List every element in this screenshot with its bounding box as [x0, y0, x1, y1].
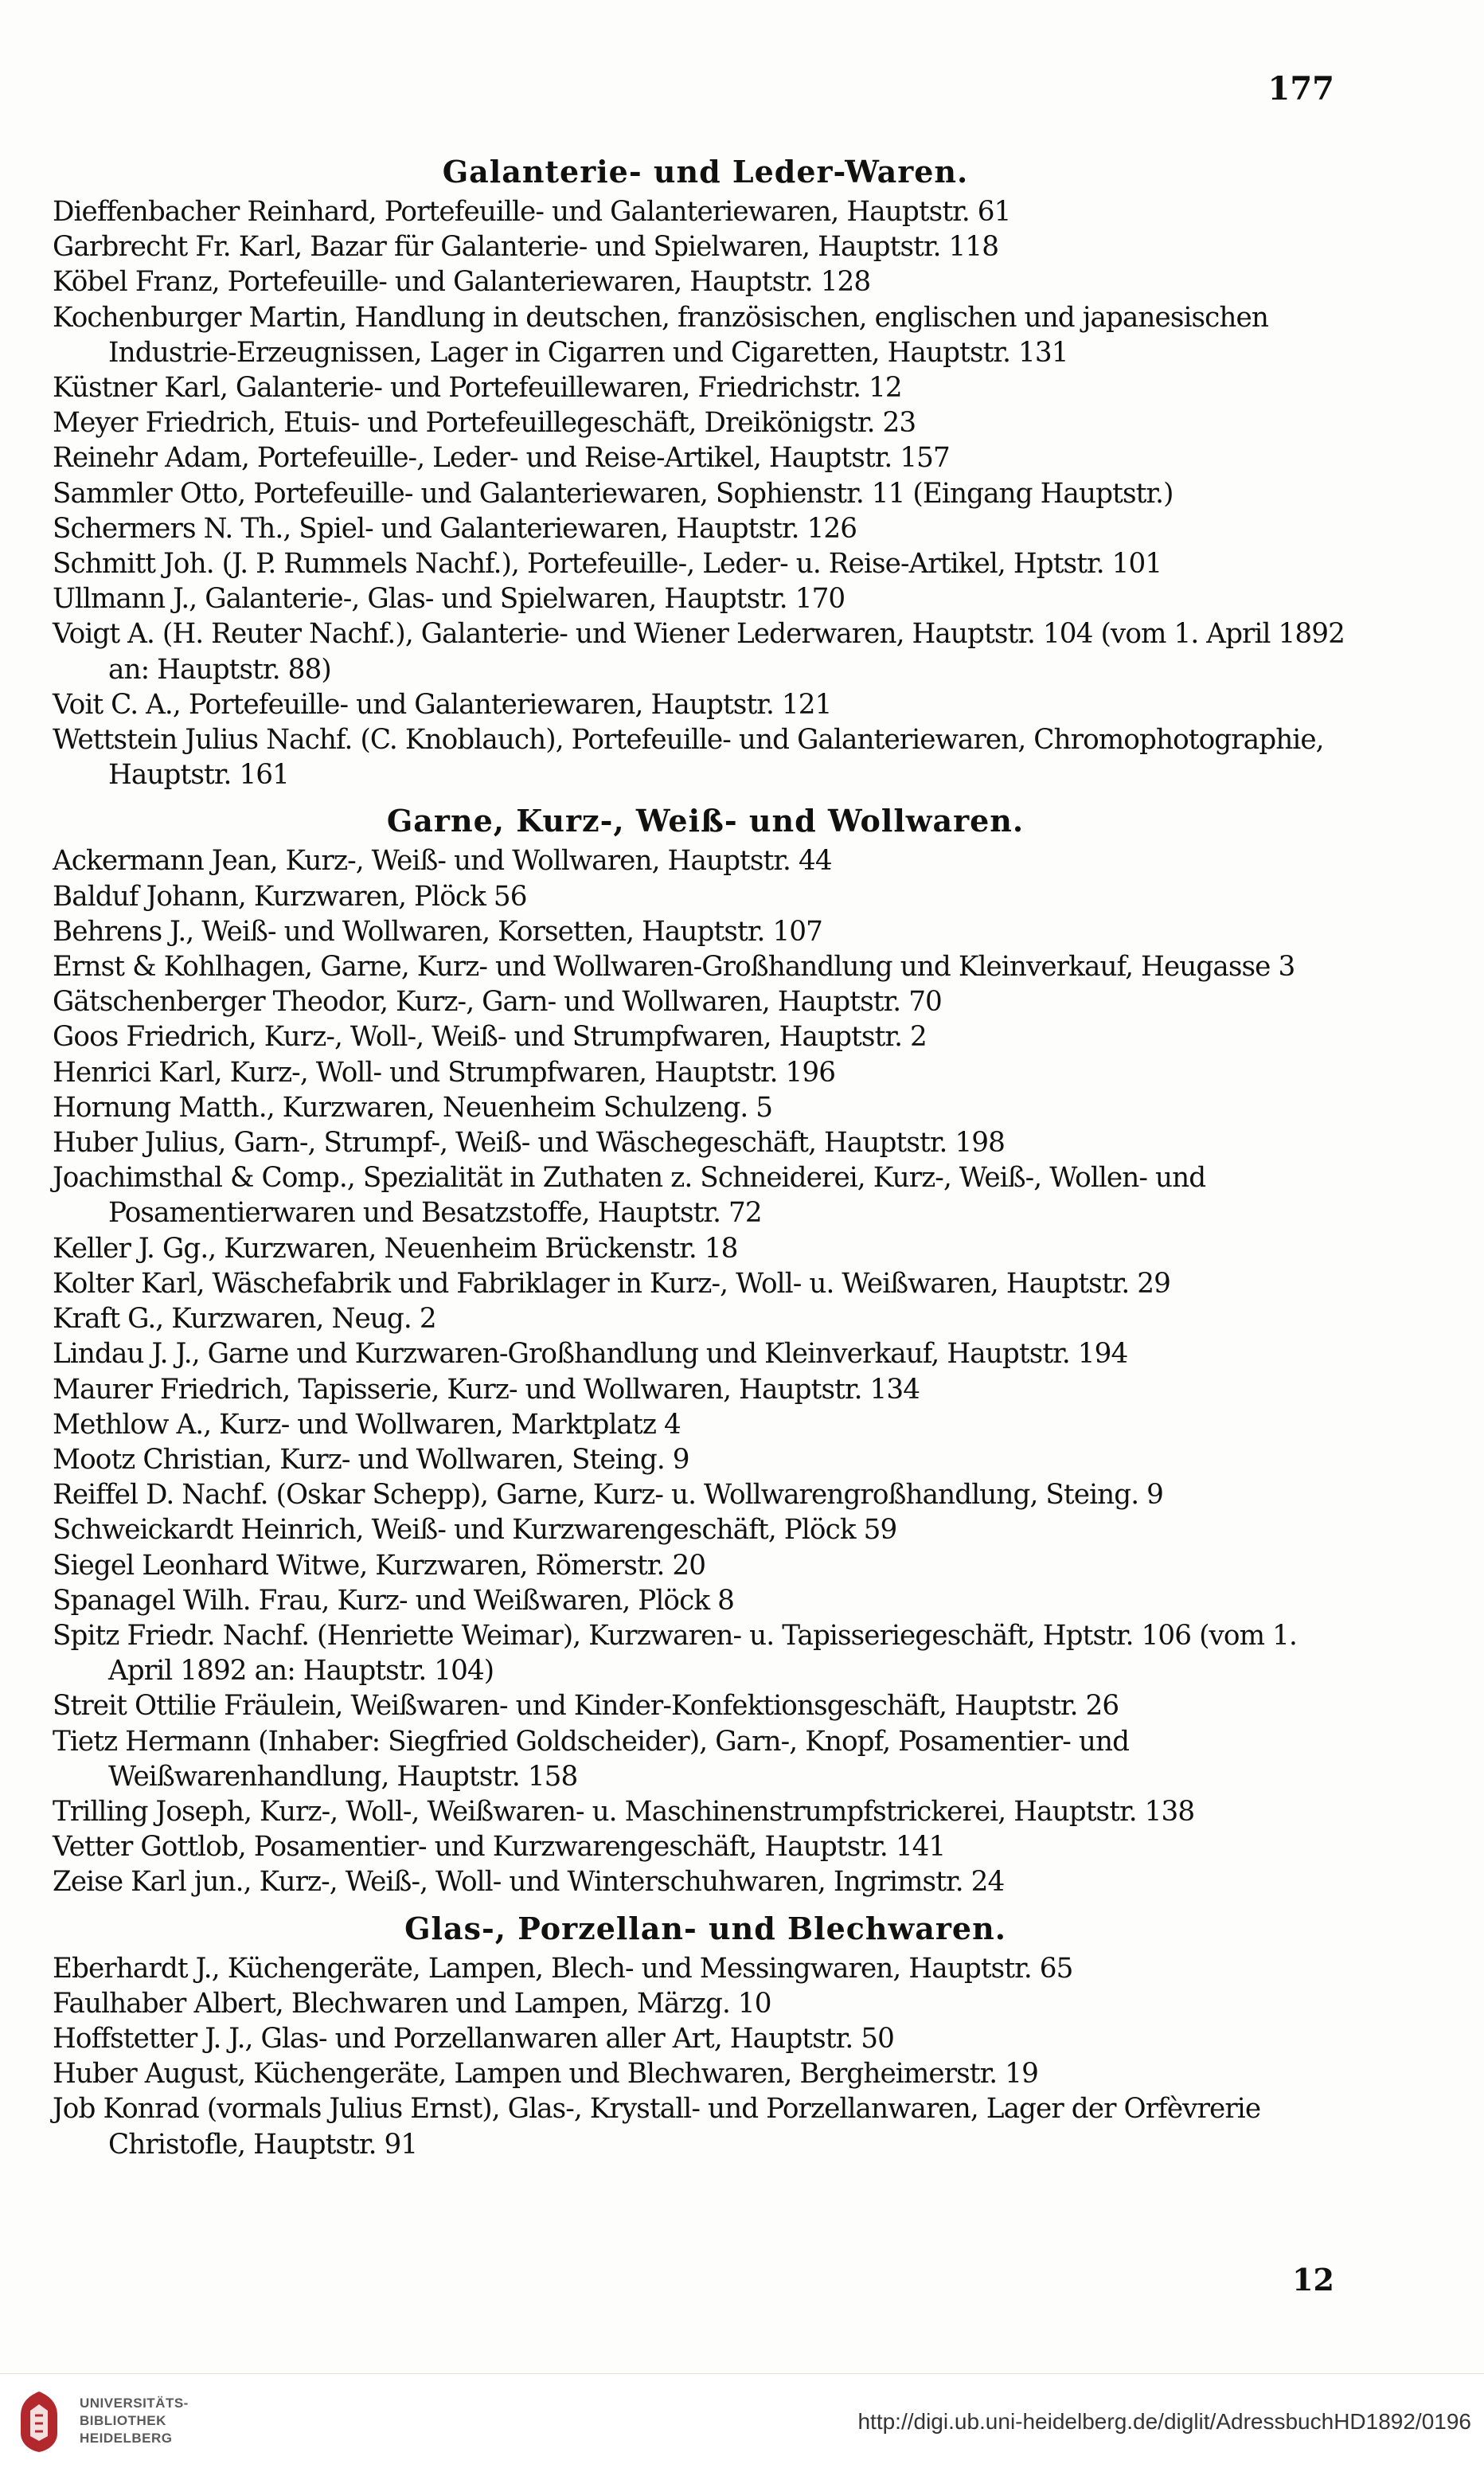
directory-entry: Joachimsthal & Comp., Spezialität in Zuthaten z. Schneiderei, Kurz-, Weiß-, Wollen- und Posamentierwaren und Besatzstoffe, Hauptstr. 72	[53, 1162, 1206, 1230]
directory-entry: Keller J. Gg., Kurzwaren, Neuenheim Brückenstr. 18	[53, 1232, 738, 1265]
directory-entry: Lindau J. J., Garne und Kurzwaren-Großhandlung und Kleinverkauf, Hauptstr. 194	[53, 1338, 1128, 1371]
directory-entry: Ernst & Kohlhagen, Garne, Kurz- und Wollwaren-Großhandlung und Kleinverkauf, Heugasse 3	[53, 951, 1295, 984]
directory-entry: Streit Ottilie Fräulein, Weißwaren- und Kinder-Konfektionsgeschäft, Hauptstr. 26	[53, 1690, 1119, 1723]
page-number: 177	[1267, 70, 1334, 108]
directory-entry: Zeise Karl jun., Kurz-, Weiß-, Woll- und Winterschuhwaren, Ingrimstr. 24	[53, 1866, 1005, 1899]
directory-entry: Ullmann J., Galanterie-, Glas- und Spielwaren, Hauptstr. 170	[53, 583, 845, 616]
directory-entry: Gätschenberger Theodor, Kurz-, Garn- und Wollwaren, Hauptstr. 70	[53, 986, 942, 1019]
directory-entry: Eberhardt J., Küchengeräte, Lampen, Blech- und Messingwaren, Hauptstr. 65	[53, 1952, 1073, 1985]
directory-entry: Vetter Gottlob, Posamentier- und Kurzwarengeschäft, Hauptstr. 141	[53, 1831, 946, 1864]
directory-entry: Meyer Friedrich, Etuis- und Portefeuillegeschäft, Dreikönigstr. 23	[53, 407, 916, 440]
directory-entry: Goos Friedrich, Kurz-, Woll-, Weiß- und Strumpfwaren, Hauptstr. 2	[53, 1021, 927, 1054]
library-name-line: BIBLIOTHEK	[80, 2413, 166, 2428]
directory-entry: Voit C. A., Portefeuille- und Galanteriewaren, Hauptstr. 121	[53, 688, 832, 721]
directory-entry: Behrens J., Weiß- und Wollwaren, Korsetten, Hauptstr. 107	[53, 915, 823, 948]
section-heading: Glas-, Porzellan- und Blechwaren.	[404, 1910, 1006, 1946]
viewer-footer	[0, 2373, 1484, 2468]
directory-entry: Faulhaber Albert, Blechwaren und Lampen, Märzg. 10	[53, 1987, 771, 2020]
directory-entry: Hornung Matth., Kurzwaren, Neuenheim Schulzeng. 5	[53, 1091, 773, 1124]
directory-entry: Siegel Leonhard Witwe, Kurzwaren, Römerstr. 20	[53, 1549, 706, 1582]
directory-entry: Garbrecht Fr. Karl, Bazar für Galanterie- und Spielwaren, Hauptstr. 118	[53, 231, 999, 264]
directory-entry: Voigt A. (H. Reuter Nachf.), Galanterie- und Wiener Lederwaren, Hauptstr. 104 (vom 1. April 1892 an: Hauptstr. 88)	[53, 618, 1345, 686]
directory-entry: Schweickardt Heinrich, Weiß- und Kurzwarengeschäft, Plöck 59	[53, 1514, 897, 1547]
source-url-link[interactable]: http://digi.ub.uni-heidelberg.de/diglit/AdressbuchHD1892/0196	[857, 2409, 1471, 2434]
library-name-line: HEIDELBERG	[80, 2431, 173, 2446]
directory-entry: Spanagel Wilh. Frau, Kurz- und Weißwaren, Plöck 8	[53, 1584, 734, 1617]
directory-entry: Kolter Karl, Wäschefabrik und Fabriklager in Kurz-, Woll- u. Weißwaren, Hauptstr. 29	[53, 1267, 1170, 1300]
directory-entry: Trilling Joseph, Kurz-, Woll-, Weißwaren- u. Maschinenstrumpfstrickerei, Hauptstr. 138	[53, 1795, 1195, 1828]
university-library-logo-icon	[11, 2388, 67, 2455]
directory-entry: Wettstein Julius Nachf. (C. Knoblauch), Portefeuille- und Galanteriewaren, Chromophotographie, Hauptstr. 161	[53, 724, 1324, 792]
directory-entry: Balduf Johann, Kurzwaren, Plöck 56	[53, 880, 527, 913]
directory-entry: Maurer Friedrich, Tapisserie, Kurz- und Wollwaren, Hauptstr. 134	[53, 1373, 920, 1406]
section-heading: Garne, Kurz-, Weiß- und Wollwaren.	[386, 803, 1025, 839]
library-name-line: UNIVERSITÄTS-	[80, 2396, 189, 2411]
directory-entry: Sammler Otto, Portefeuille- und Galanteriewaren, Sophienstr. 11 (Eingang Hauptstr.)	[53, 477, 1174, 510]
directory-entry: Spitz Friedr. Nachf. (Henriette Weimar), Kurzwaren- u. Tapisseriegeschäft, Hptstr. 106 (vom 1. April 1892 an: Hauptstr. 104)	[53, 1619, 1297, 1688]
directory-entry: Henrici Karl, Kurz-, Woll- und Strumpfwaren, Hauptstr. 196	[53, 1056, 836, 1089]
section-heading: Galanterie- und Leder-Waren.	[442, 154, 969, 190]
directory-content	[53, 143, 1358, 2162]
directory-entry: Dieffenbacher Reinhard, Portefeuille- und Galanteriewaren, Hauptstr. 61	[53, 196, 1011, 228]
directory-entry: Mootz Christian, Kurz- und Wollwaren, Steing. 9	[53, 1443, 689, 1476]
library-name	[80, 2395, 189, 2447]
directory-entry: Huber Julius, Garn-, Strumpf-, Weiß- und Wäschegeschäft, Hauptstr. 198	[53, 1127, 1006, 1160]
directory-entry: Schmitt Joh. (J. P. Rummels Nachf.), Portefeuille-, Leder- u. Reise-Artikel, Hptstr. 101	[53, 548, 1162, 581]
directory-entry: Hoffstetter J. J., Glas- und Porzellanwaren aller Art, Hauptstr. 50	[53, 2022, 894, 2055]
directory-entry: Köbel Franz, Portefeuille- und Galanteriewaren, Hauptstr. 128	[53, 266, 871, 299]
directory-entry: Küstner Karl, Galanterie- und Portefeuillewaren, Friedrichstr. 12	[53, 372, 902, 405]
directory-entry: Kraft G., Kurzwaren, Neug. 2	[53, 1303, 436, 1336]
signature-mark: 12	[1292, 2262, 1334, 2298]
directory-entry: Kochenburger Martin, Handlung in deutschen, französischen, englischen und japanesischen Industrie-Erzeugnissen, Lager in Cigarren und Cigaretten, Hauptstr. 131	[53, 301, 1268, 369]
directory-entry: Huber August, Küchengeräte, Lampen und Blechwaren, Bergheimerstr. 19	[53, 2058, 1038, 2091]
directory-entry: Ackermann Jean, Kurz-, Weiß- und Wollwaren, Hauptstr. 44	[53, 845, 832, 878]
directory-entry: Tietz Hermann (Inhaber: Siegfried Goldscheider), Garn-, Knopf, Posamentier- und Weißwarenhandlung, Hauptstr. 158	[53, 1725, 1130, 1793]
directory-entry: Reinehr Adam, Portefeuille-, Leder- und Reise-Artikel, Hauptstr. 157	[53, 442, 950, 475]
directory-entry: Schermers N. Th., Spiel- und Galanteriewaren, Hauptstr. 126	[53, 512, 857, 545]
directory-entry: Job Konrad (vormals Julius Ernst), Glas-, Krystall- und Porzellanwaren, Lager der Orfèvrerie Christofle, Hauptstr. 91	[53, 2093, 1261, 2161]
directory-entry: Reiffel D. Nachf. (Oskar Schepp), Garne, Kurz- u. Wollwarengroßhandlung, Steing. 9	[53, 1479, 1163, 1512]
directory-entry: Methlow A., Kurz- und Wollwaren, Marktplatz 4	[53, 1408, 681, 1441]
